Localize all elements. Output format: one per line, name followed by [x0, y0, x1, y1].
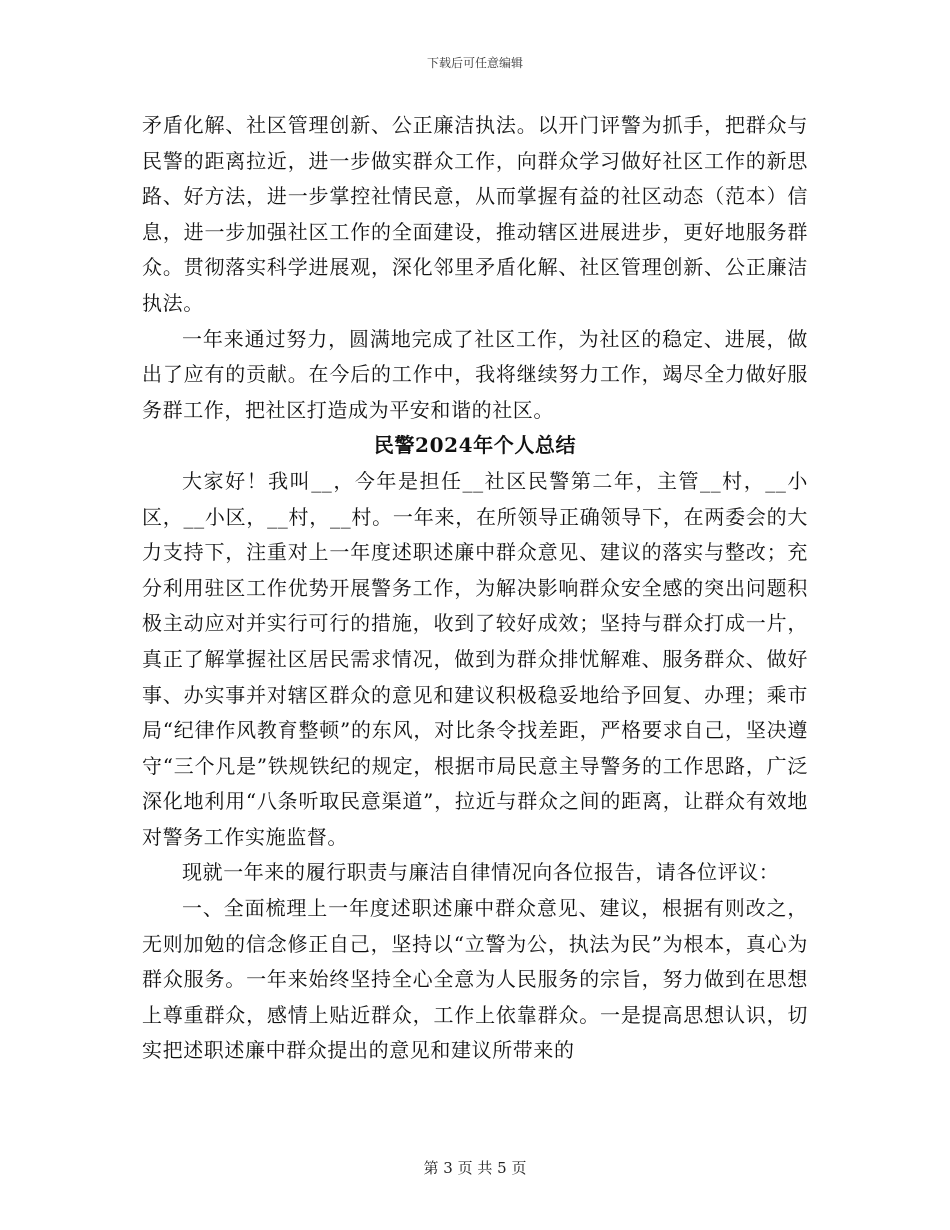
paragraph-continuation: 矛盾化解、社区管理创新、公正廉洁执法。以开门评警为抓手，把群众与民警的距离拉近，进一步做实群众工作，向群众学习做好社区工作的新思路、好方法，进一步掌控社情民意，从而掌握有益的社区动态（范本）信息，进一步加强社区工作的全面建设，推动辖区进展进步，更好地服务群众。贯彻落实科学进展观，深化邻里矛盾化解、社区管理创新、公正廉洁执法。: [142, 113, 808, 315]
paragraph-conclusion: 一年来通过努力，圆满地完成了社区工作，为社区的稳定、进展，做出了应有的贡献。在今后的工作中，我将继续努力工作，竭尽全力做好服务群工作，把社区打造成为平安和谐的社区。: [142, 326, 808, 422]
page-header: 下载后可任意编辑: [426, 56, 523, 70]
document-body: [142, 108, 808, 1069]
paragraph-report-lead: 现就一年来的履行职责与廉洁自律情况向各位报告，请各位评议：: [182, 860, 780, 885]
section-title: 民警2024年个人总结: [373, 433, 577, 458]
page-footer: 第 3 页 共 5 页: [423, 1159, 527, 1177]
paragraph-introduction: 大家好！我叫__，今年是担任__社区民警第二年，主管__村，__小区，__小区，__村，__村。一年来，在所领导正确领导下，在两委会的大力支持下，注重对上一年度述职述廉中群众意见、建议的落实与整改；充分利用驻区工作优势开展警务工作，为解决影响群众安全感的突出问题积极主动应对并实行可行的措施，收到了较好成效；坚持与群众打成一片，真正了解掌握社区居民需求情况，做到为群众排忧解难、服务群众、做好事、办实事并对辖区群众的意见和建议积极稳妥地给予回复、办理；乘市局“纪律作风教育整顿”的东风，对比条令找差距，严格要求自己，坚决遵守“三个凡是”铁规铁纪的规定，根据市局民意主导警务的工作思路，广泛深化地利用“八条听取民意渠道”，拉近与群众之间的距离，让群众有效地对警务工作实施监督。: [142, 468, 808, 849]
paragraph-point-one: 一、全面梳理上一年度述职述廉中群众意见、建议，根据有则改之，无则加勉的信念修正自己，坚持以“立警为公，执法为民”为根本，真心为群众服务。一年来始终坚持全心全意为人民服务的宗旨，努力做到在思想上尊重群众，感情上贴近群众，工作上依靠群众。一是提高思想认识，切实把述职述廉中群众提出的意见和建议所带来的: [142, 896, 808, 1063]
